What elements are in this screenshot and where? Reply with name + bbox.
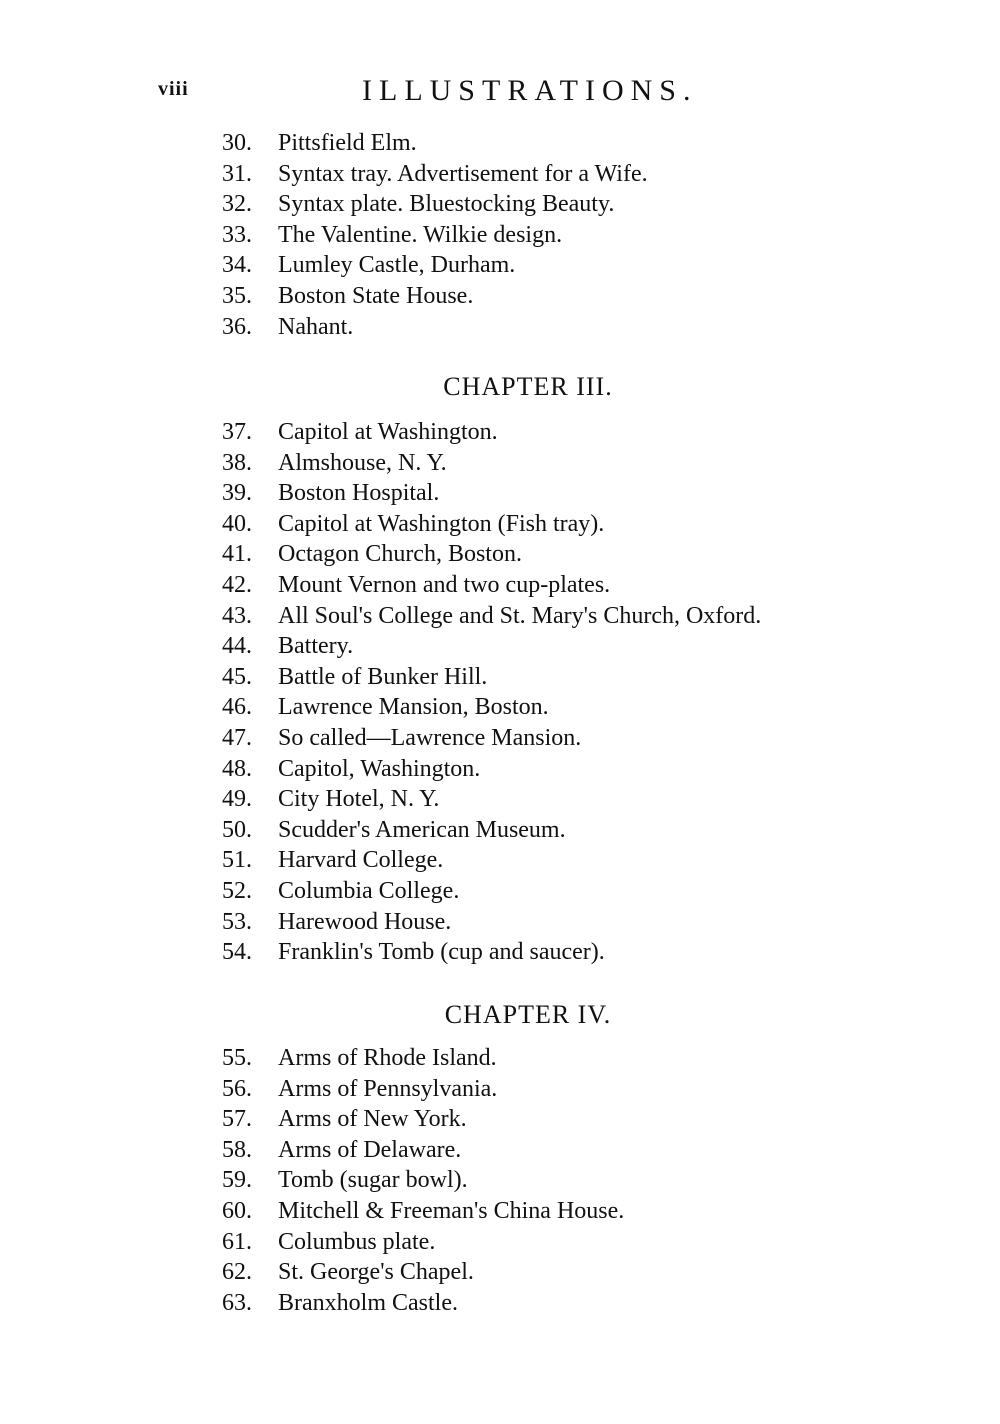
illustration-entry xyxy=(222,1043,922,1074)
illustration-number: 32. xyxy=(222,191,252,218)
illustration-number: 35. xyxy=(222,282,252,309)
illustration-number: 52. xyxy=(222,877,252,904)
illustration-title: Pittsfield Elm. xyxy=(278,130,417,156)
illustration-title: Lawrence Mansion, Boston. xyxy=(278,694,549,721)
illustration-title: Syntax tray. Advertisement for a Wife. xyxy=(278,160,648,187)
illustration-title: Boston State House. xyxy=(278,282,474,309)
illustration-number: 47. xyxy=(222,724,252,751)
illustration-entry xyxy=(222,692,922,723)
illustration-title: Scudder's American Museum. xyxy=(278,816,566,843)
illustration-entry xyxy=(222,448,922,479)
illustration-title: Arms of New York. xyxy=(278,1106,467,1133)
illustration-entry xyxy=(222,1227,922,1258)
illustration-entry xyxy=(222,723,922,754)
illustration-number: 63. xyxy=(222,1289,252,1316)
illustration-number: 31. xyxy=(222,160,252,187)
illustration-number: 55. xyxy=(222,1045,252,1071)
illustration-list xyxy=(222,1043,922,1318)
illustration-number: 44. xyxy=(222,633,252,660)
illustration-title: Capitol, Washington. xyxy=(278,755,481,782)
illustration-title: Harewood House. xyxy=(278,908,452,935)
illustration-title: Boston Hospital. xyxy=(278,480,440,507)
illustration-number: 61. xyxy=(222,1228,252,1255)
illustration-title: The Valentine. Wilkie design. xyxy=(278,221,563,248)
illustration-number: 40. xyxy=(222,510,252,537)
illustration-title: St. George's Chapel. xyxy=(278,1259,474,1286)
illustration-title: Almshouse, N. Y. xyxy=(278,449,447,476)
illustration-entry xyxy=(222,478,922,509)
illustration-number: 49. xyxy=(222,786,252,813)
illustration-number: 50. xyxy=(222,816,252,843)
illustration-entry xyxy=(222,312,922,343)
illustration-title: Harvard College. xyxy=(278,847,444,874)
page-number: viii xyxy=(158,78,189,100)
illustration-entry xyxy=(222,570,922,601)
illustration-title: Tomb (sugar bowl). xyxy=(278,1167,468,1194)
illustration-entry xyxy=(222,754,922,785)
illustration-list xyxy=(222,417,922,968)
illustration-title: Franklin's Tomb (cup and saucer). xyxy=(278,939,605,966)
illustration-title: Lumley Castle, Durham. xyxy=(278,252,516,279)
chapter-heading: CHAPTER III. xyxy=(443,372,613,401)
illustration-entry xyxy=(222,509,922,540)
illustration-title: Columbia College. xyxy=(278,877,460,904)
illustration-entry xyxy=(222,907,922,938)
illustration-entry xyxy=(222,1257,922,1288)
illustration-number: 46. xyxy=(222,694,252,721)
illustration-title: Mount Vernon and two cup-plates. xyxy=(278,571,611,598)
chapter-heading: CHAPTER IV. xyxy=(444,1000,612,1029)
illustration-entry xyxy=(222,845,922,876)
illustration-number: 30. xyxy=(222,130,252,156)
illustration-number: 60. xyxy=(222,1197,252,1224)
illustration-entry xyxy=(222,1196,922,1227)
illustration-entry xyxy=(222,220,922,251)
illustration-number: 38. xyxy=(222,449,252,476)
illustration-title: Battery. xyxy=(278,633,354,660)
illustration-entry xyxy=(222,159,922,190)
illustration-number: 43. xyxy=(222,602,252,629)
illustration-number: 34. xyxy=(222,252,252,279)
illustration-number: 41. xyxy=(222,541,252,568)
illustration-list xyxy=(222,128,922,342)
illustration-entry xyxy=(222,662,922,693)
illustration-title: Columbus plate. xyxy=(278,1228,436,1255)
illustration-title: Capitol at Washington (Fish tray). xyxy=(278,510,605,537)
illustration-entry xyxy=(222,128,922,159)
running-title: ILLUSTRATIONS. xyxy=(362,74,698,107)
illustration-entry xyxy=(222,539,922,570)
illustration-number: 57. xyxy=(222,1106,252,1133)
illustration-title: Arms of Delaware. xyxy=(278,1136,462,1163)
illustration-entry xyxy=(222,937,922,968)
illustration-number: 45. xyxy=(222,663,252,690)
illustration-entry xyxy=(222,281,922,312)
illustration-number: 56. xyxy=(222,1075,252,1102)
illustration-number: 59. xyxy=(222,1167,252,1194)
illustration-entry xyxy=(222,1104,922,1135)
illustration-number: 37. xyxy=(222,419,252,445)
illustration-title: Arms of Rhode Island. xyxy=(278,1045,497,1071)
illustration-title: Battle of Bunker Hill. xyxy=(278,663,488,690)
illustration-title: Capitol at Washington. xyxy=(278,419,498,445)
illustration-entry xyxy=(222,417,922,448)
illustration-number: 62. xyxy=(222,1259,252,1286)
illustration-title: Syntax plate. Bluestocking Beauty. xyxy=(278,191,615,218)
illustration-title: Mitchell & Freeman's China House. xyxy=(278,1197,625,1224)
illustration-title: Nahant. xyxy=(278,313,354,340)
illustration-number: 36. xyxy=(222,313,252,340)
illustration-entry xyxy=(222,784,922,815)
illustration-number: 53. xyxy=(222,908,252,935)
illustration-number: 51. xyxy=(222,847,252,874)
illustration-title: So called—Lawrence Mansion. xyxy=(278,724,582,751)
illustration-entry xyxy=(222,1074,922,1105)
illustration-title: Arms of Pennsylvania. xyxy=(278,1075,498,1102)
illustration-entry xyxy=(222,1288,922,1319)
illustration-entry xyxy=(222,876,922,907)
illustration-entry xyxy=(222,189,922,220)
illustration-number: 58. xyxy=(222,1136,252,1163)
illustration-entry xyxy=(222,631,922,662)
illustration-number: 48. xyxy=(222,755,252,782)
illustration-entry xyxy=(222,1135,922,1166)
illustration-title: Branxholm Castle. xyxy=(278,1289,458,1316)
illustration-number: 39. xyxy=(222,480,252,507)
illustration-entry xyxy=(222,601,922,632)
illustration-title: City Hotel, N. Y. xyxy=(278,786,440,813)
illustration-title: All Soul's College and St. Mary's Church, Oxford. xyxy=(278,602,762,629)
illustration-title: Octagon Church, Boston. xyxy=(278,541,522,568)
illustration-entry xyxy=(222,1165,922,1196)
illustration-number: 42. xyxy=(222,571,252,598)
illustration-entry xyxy=(222,815,922,846)
illustration-entry xyxy=(222,250,922,281)
illustration-number: 54. xyxy=(222,939,252,966)
illustration-number: 33. xyxy=(222,221,252,248)
